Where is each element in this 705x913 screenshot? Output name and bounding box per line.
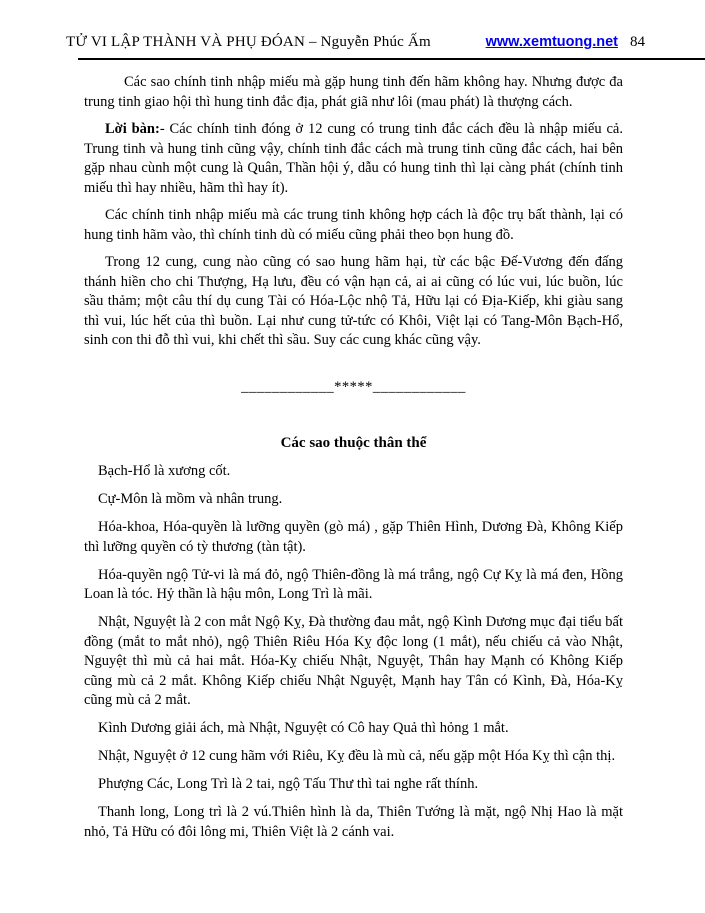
- paragraph: Kình Dương giải ách, mà Nhật, Nguyệt có Cô hay Quả thì hỏng 1 mắt.: [98, 720, 509, 736]
- paragraph-text: Trong 12 cung, cung nào cũng có sao hung hãm hại, từ các bậc Đế-Vương đến đấng thánh hiền cho chi Thượng, Hạ lưu, đều có vận hạn cả, ai ai cũng có lúc vui, lúc buồn, lúc sầu thảm; một câu thí dụ cung Tài có Hóa-Lộc nhộ Tả, Hữu lại có Địa-Kiếp, khi giàu sang thì vui, lúc hết của thì buồn. Lại như cung tử-tức có Khôi, Việt lại có Tang-Môn Bạch-Hổ, sinh con thi đỗ thì vui, khi chết thì sầu. Suy các cung khác cũng vậy.: [84, 254, 623, 348]
- header-right: [486, 34, 645, 51]
- document-title: TỬ VI LẬP THÀNH VÀ PHỤ ĐÓAN – Nguyễn Phúc Ấm: [66, 34, 431, 50]
- document-body: [84, 73, 623, 842]
- paragraph: Phượng Các, Long Trì là 2 tai, ngộ Tấu Thư thì tai nghe rất thính.: [98, 776, 479, 792]
- website-link[interactable]: www.xemtuong.net: [485, 34, 618, 50]
- paragraph-lead: Lời bàn:: [105, 121, 160, 137]
- section-heading: Các sao thuộc thân thể: [280, 435, 427, 451]
- paragraph: Hóa-quyền ngộ Tử-vi là má đỏ, ngộ Thiên-đồng là má trắng, ngộ Cự Kỵ là má đen, Hồng Loan là tóc. Hỷ thần là hậu môn, Long Trì là mãi.: [84, 566, 623, 602]
- paragraph: [84, 73, 623, 112]
- page-number: 84: [630, 34, 645, 50]
- paragraph: [84, 206, 623, 245]
- paragraph-text: - Các chính tinh đóng ở 12 cung có trung tinh đắc cách đều là nhập miếu cả. Trung tinh và hung tinh cũng vậy, chính tinh đắc cách mà trung tinh cũng đắc cách, hai bên gặp nhau cùnh một cung là Quân, Thần hội ý, dẫu có hung tinh thì lại càng phát (chính tinh miếu thì hay nhiều, hãm thì hay ít).: [84, 121, 623, 196]
- paragraph: Nhật, Nguyệt là 2 con mắt Ngộ Kỵ, Đà thường đau mắt, ngộ Kình Dương mục đại tiểu bất đồng (mắt to mắt nhỏ), ngộ Thiên Riêu Hóa Kỵ độc long (1 mắt), nếu chiếu cả vào Nhật, Nguyệt thì mù cả hai mắt. Hóa-Kỵ chiếu Nhật, Nguyệt, Thân hay Mạnh có Không Kiếp cũng mù cả 2 mắt. Không Kiếp chiếu Nhật Nguyệt, Mạnh hay Tân có Kình, Đà, Hóa-Kỵ cũng mù cả 2 mắt.: [84, 614, 623, 708]
- paragraph: Nhật, Nguyệt ở 12 cung hãm với Riêu, Kỵ đều là mù cả, nếu gặp một Hóa Kỵ thì cận thị.: [98, 748, 616, 764]
- paragraph-text: Các sao chính tinh nhập miếu mà gặp hung tinh đến hãm không hay. Nhưng được đa trung tinh giao hội thì hung tinh đắc địa, phát giã như lôi (mau phát) là thượng cách.: [84, 74, 623, 110]
- body-parts-section: [84, 462, 623, 842]
- paragraph: Bạch-Hổ là xương cốt.: [98, 463, 231, 479]
- section-divider: ____________*****____________: [241, 378, 466, 395]
- paragraph: Thanh long, Long trì là 2 vú.Thiên hình là da, Thiên Tướng là mặt, ngộ Nhị Hao là mặt nhỏ, Tả Hữu có đôi lông mi, Thiên Việt là 2 cánh vai.: [84, 804, 623, 840]
- paragraph: Hóa-khoa, Hóa-quyền là lưỡng quyền (gò má) , gặp Thiên Hình, Dương Đà, Không Kiếp thì lưỡng quyền có tỳ thương (tàn tật).: [84, 519, 623, 555]
- page-header: [66, 34, 645, 51]
- paragraph: Cự-Môn là mồm và nhân trung.: [98, 491, 283, 507]
- header-divider-line: [78, 58, 705, 60]
- paragraph-text: Các chính tinh nhập miếu mà các trung tinh không hợp cách là độc trụ bất thành, lại có hung tinh hãm vào, thì chính tinh dù có miếu cũng phải theo bọn hung đồ.: [84, 207, 623, 243]
- paragraph: [84, 120, 623, 198]
- paragraph: [84, 253, 623, 351]
